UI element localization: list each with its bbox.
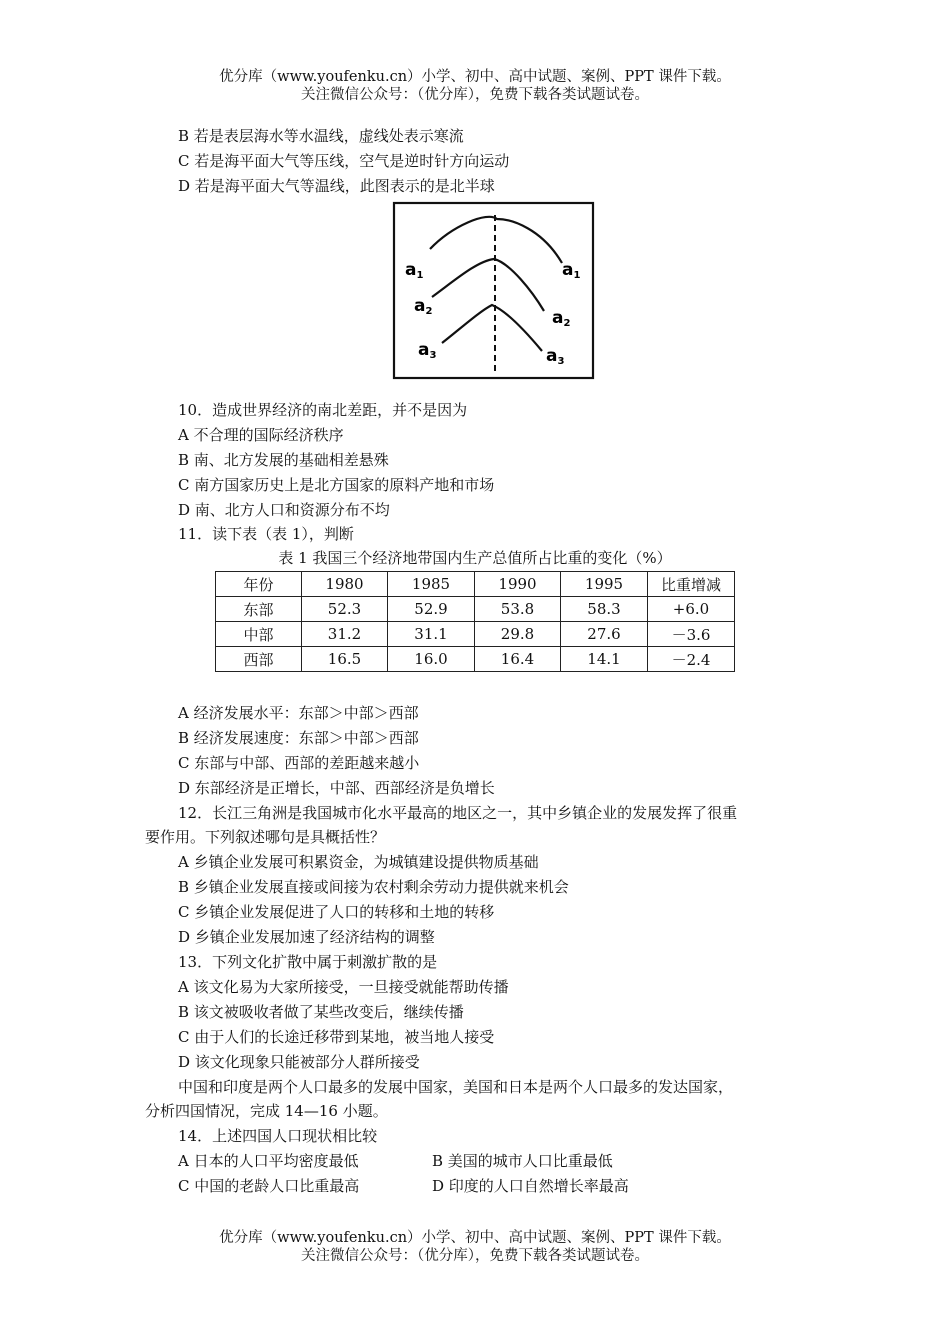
table-cell: +6.0 <box>648 597 735 622</box>
q13-stem: 13．下列文化扩散中属于刺激扩散的是 <box>178 953 438 971</box>
q11-stem: 11．读下表（表 1），判断 <box>178 525 354 543</box>
table-cell: 31.2 <box>302 622 388 647</box>
q10-option-d: D 南、北方人口和资源分布不均 <box>178 501 390 519</box>
q10-option-c: C 南方国家历史上是北方国家的原料产地和市场 <box>178 476 495 494</box>
isoline-figure <box>392 201 596 381</box>
q13-option-c: C 由于人们的长途迁移带到某地，被当地人接受 <box>178 1028 495 1046</box>
label-a3-left: a3 <box>418 340 437 361</box>
label-a1-left: a1 <box>405 260 424 281</box>
table-cell: 53.8 <box>475 597 561 622</box>
table-cell: 14.1 <box>561 647 648 672</box>
table-cell: 16.5 <box>302 647 388 672</box>
table-cell: 52.3 <box>302 597 388 622</box>
table-header-cell: 比重增减 <box>648 572 735 597</box>
q11-option-d: D 东部经济是正增长，中部、西部经济是负增长 <box>178 779 495 797</box>
table-cell: －3.6 <box>648 622 735 647</box>
q12-option-c: C 乡镇企业发展促进了人口的转移和土地的转移 <box>178 903 495 921</box>
q13-option-a: A 该文化易为大家所接受，一旦接受就能帮助传播 <box>178 978 509 996</box>
page-header-line1: 优分库（www.youfenku.cn）小学、初中、高中试题、案例、PPT 课件下载。 <box>219 69 731 85</box>
gdp-share-table <box>215 571 735 672</box>
table-header-row <box>216 572 735 597</box>
q11-option-b: B 经济发展速度：东部＞中部＞西部 <box>178 729 419 747</box>
table-header-cell: 年份 <box>216 572 302 597</box>
page-header-line2: 关注微信公众号：（优分库），免费下载各类试题试卷。 <box>301 87 649 103</box>
table-header-cell: 1980 <box>302 572 388 597</box>
table-cell: 27.6 <box>561 622 648 647</box>
q14-option-a: A 日本的人口平均密度最低 <box>178 1152 359 1170</box>
q14-stem: 14．上述四国人口现状相比较 <box>178 1127 378 1145</box>
q10-stem: 10．造成世界经济的南北差距，并不是因为 <box>178 401 468 419</box>
q10-option-b: B 南、北方发展的基础相差悬殊 <box>178 451 389 469</box>
label-a1-right: a1 <box>562 260 581 281</box>
q13-option-b: B 该文被吸收者做了某些改变后，继续传播 <box>178 1003 464 1021</box>
table-header-cell: 1995 <box>561 572 648 597</box>
q12-stem-line1: 12．长江三角洲是我国城市化水平最高的地区之一，其中乡镇企业的发展发挥了很重 <box>178 804 738 822</box>
q9-option-c: C 若是海平面大气等压线，空气是逆时针方向运动 <box>178 152 510 170</box>
intro-14-16-line1: 中国和印度是两个人口最多的发展中国家，美国和日本是两个人口最多的发达国家， <box>178 1078 734 1096</box>
table-cell: 29.8 <box>475 622 561 647</box>
curve-a3 <box>442 305 542 351</box>
q14-option-b: B 美国的城市人口比重最低 <box>432 1152 613 1170</box>
table-cell: 52.9 <box>388 597 475 622</box>
table-cell: 31.1 <box>388 622 475 647</box>
q12-option-b: B 乡镇企业发展直接或间接为农村剩余劳动力提供就来机会 <box>178 878 569 896</box>
q9-option-d: D 若是海平面大气等温线，此图表示的是北半球 <box>178 177 495 195</box>
table-row-west <box>216 647 735 672</box>
q11-option-a: A 经济发展水平：东部＞中部＞西部 <box>178 704 419 722</box>
q12-option-d: D 乡镇企业发展加速了经济结构的调整 <box>178 928 435 946</box>
q9-option-b: B 若是表层海水等水温线，虚线处表示寒流 <box>178 127 464 145</box>
curve-a2 <box>432 259 544 311</box>
table-cell: 西部 <box>216 647 302 672</box>
q14-option-d: D 印度的人口自然增长率最高 <box>432 1177 629 1195</box>
page-footer-line2: 关注微信公众号：（优分库），免费下载各类试题试卷。 <box>301 1248 649 1264</box>
table-cell: 16.4 <box>475 647 561 672</box>
table-header-cell: 1990 <box>475 572 561 597</box>
table-row-east <box>216 597 735 622</box>
table-header-cell: 1985 <box>388 572 475 597</box>
page-footer-line1: 优分库（www.youfenku.cn）小学、初中、高中试题、案例、PPT 课件下载。 <box>219 1230 731 1246</box>
table-cell: －2.4 <box>648 647 735 672</box>
label-a2-right: a2 <box>552 308 571 329</box>
label-a2-left: a2 <box>414 296 433 317</box>
table-cell: 中部 <box>216 622 302 647</box>
label-a3-right: a3 <box>546 346 565 367</box>
q13-option-d: D 该文化现象只能被部分人群所接受 <box>178 1053 420 1071</box>
q11-option-c: C 东部与中部、西部的差距越来越小 <box>178 754 420 772</box>
table-caption: 表 1 我国三个经济地带国内生产总值所占比重的变化（%） <box>278 549 672 567</box>
table-row-central <box>216 622 735 647</box>
intro-14-16-line2: 分析四国情况，完成 14—16 小题。 <box>145 1102 388 1120</box>
q12-stem-line2: 要作用。下列叙述哪句是具概括性？ <box>145 828 386 846</box>
table-cell: 东部 <box>216 597 302 622</box>
q14-option-c: C 中国的老龄人口比重最高 <box>178 1177 360 1195</box>
table-cell: 58.3 <box>561 597 648 622</box>
q12-option-a: A 乡镇企业发展可积累资金，为城镇建设提供物质基础 <box>178 853 539 871</box>
q10-option-a: A 不合理的国际经济秩序 <box>178 426 344 444</box>
table-cell: 16.0 <box>388 647 475 672</box>
